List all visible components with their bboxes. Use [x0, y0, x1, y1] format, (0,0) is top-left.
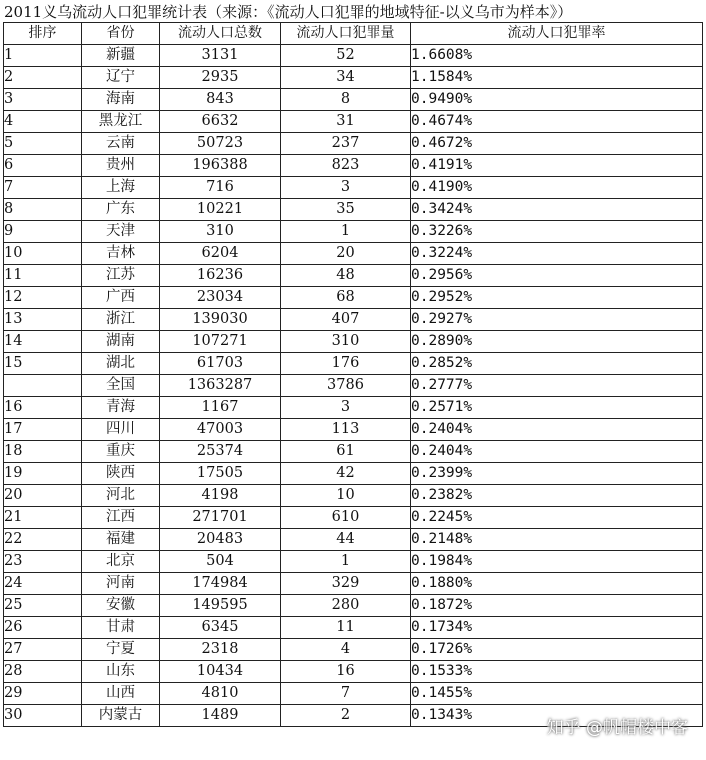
cell-rate: 0.4191% [411, 155, 703, 177]
cell-rate: 0.9490% [411, 89, 703, 111]
table-row [4, 661, 703, 683]
cell-rate: 0.2952% [411, 287, 703, 309]
table-row [4, 177, 703, 199]
cell-province: 安徽 [82, 595, 160, 617]
cell-total: 843 [160, 89, 281, 111]
cell-rate: 0.1880% [411, 573, 703, 595]
table-row [4, 265, 703, 287]
table-row [4, 375, 703, 397]
cell-rate: 0.2890% [411, 331, 703, 353]
cell-total: 4198 [160, 485, 281, 507]
cell-rank: 23 [4, 551, 82, 573]
cell-rate: 0.2245% [411, 507, 703, 529]
table-row [4, 309, 703, 331]
table-row [4, 243, 703, 265]
cell-total: 2318 [160, 639, 281, 661]
cell-total: 6632 [160, 111, 281, 133]
cell-total: 3131 [160, 45, 281, 67]
cell-rank: 8 [4, 199, 82, 221]
cell-rank: 30 [4, 705, 82, 727]
cell-province: 贵州 [82, 155, 160, 177]
cell-rate: 0.1726% [411, 639, 703, 661]
cell-rank: 20 [4, 485, 82, 507]
cell-rank: 19 [4, 463, 82, 485]
table-row [4, 507, 703, 529]
cell-province: 江西 [82, 507, 160, 529]
cell-total: 504 [160, 551, 281, 573]
cell-crimes: 16 [281, 661, 411, 683]
cell-rate: 0.4672% [411, 133, 703, 155]
cell-crimes: 11 [281, 617, 411, 639]
cell-total: 61703 [160, 353, 281, 375]
cell-crimes: 68 [281, 287, 411, 309]
cell-province: 江苏 [82, 265, 160, 287]
cell-province: 广西 [82, 287, 160, 309]
cell-rate: 1.1584% [411, 67, 703, 89]
cell-total: 1363287 [160, 375, 281, 397]
cell-province: 湖南 [82, 331, 160, 353]
cell-province: 黑龙江 [82, 111, 160, 133]
cell-rank: 18 [4, 441, 82, 463]
cell-crimes: 52 [281, 45, 411, 67]
cell-crimes: 2 [281, 705, 411, 727]
cell-province: 四川 [82, 419, 160, 441]
cell-province: 北京 [82, 551, 160, 573]
cell-total: 196388 [160, 155, 281, 177]
cell-rate: 0.2404% [411, 441, 703, 463]
cell-rate: 0.1984% [411, 551, 703, 573]
cell-province: 河南 [82, 573, 160, 595]
cell-province: 宁夏 [82, 639, 160, 661]
cell-rank: 16 [4, 397, 82, 419]
cell-crimes: 3 [281, 177, 411, 199]
header-rank: 排序 [4, 23, 82, 45]
cell-rank: 29 [4, 683, 82, 705]
cell-rank: 21 [4, 507, 82, 529]
table-row [4, 617, 703, 639]
table-row [4, 551, 703, 573]
cell-rate: 0.2927% [411, 309, 703, 331]
table-row [4, 463, 703, 485]
cell-crimes: 237 [281, 133, 411, 155]
header-crimes: 流动人口犯罪量 [281, 23, 411, 45]
cell-crimes: 280 [281, 595, 411, 617]
cell-rank: 28 [4, 661, 82, 683]
table-row [4, 45, 703, 67]
table-row [4, 133, 703, 155]
cell-province: 辽宁 [82, 67, 160, 89]
cell-province: 山西 [82, 683, 160, 705]
cell-crimes: 7 [281, 683, 411, 705]
table-row [4, 441, 703, 463]
cell-crimes: 35 [281, 199, 411, 221]
cell-province: 云南 [82, 133, 160, 155]
cell-total: 20483 [160, 529, 281, 551]
table-row [4, 331, 703, 353]
cell-total: 174984 [160, 573, 281, 595]
table-row [4, 529, 703, 551]
table-body [4, 45, 703, 727]
table-row [4, 221, 703, 243]
cell-rank: 26 [4, 617, 82, 639]
cell-total: 10434 [160, 661, 281, 683]
cell-rate: 0.4674% [411, 111, 703, 133]
cell-total: 6345 [160, 617, 281, 639]
header-total: 流动人口总数 [160, 23, 281, 45]
cell-rate: 0.2777% [411, 375, 703, 397]
cell-crimes: 34 [281, 67, 411, 89]
cell-rank: 7 [4, 177, 82, 199]
cell-rank: 24 [4, 573, 82, 595]
table-row [4, 397, 703, 419]
cell-crimes: 1 [281, 551, 411, 573]
cell-province: 上海 [82, 177, 160, 199]
cell-province: 全国 [82, 375, 160, 397]
cell-province: 内蒙古 [82, 705, 160, 727]
cell-crimes: 3786 [281, 375, 411, 397]
cell-total: 6204 [160, 243, 281, 265]
cell-rate: 0.2956% [411, 265, 703, 287]
cell-total: 716 [160, 177, 281, 199]
table-row [4, 573, 703, 595]
cell-province: 吉林 [82, 243, 160, 265]
cell-province: 陕西 [82, 463, 160, 485]
cell-province: 河北 [82, 485, 160, 507]
cell-total: 17505 [160, 463, 281, 485]
cell-total: 107271 [160, 331, 281, 353]
cell-rate: 0.4190% [411, 177, 703, 199]
cell-rate: 0.3424% [411, 199, 703, 221]
cell-rank: 13 [4, 309, 82, 331]
cell-rank: 25 [4, 595, 82, 617]
table-row [4, 287, 703, 309]
cell-crimes: 3 [281, 397, 411, 419]
cell-rate: 0.2404% [411, 419, 703, 441]
cell-rate: 0.1734% [411, 617, 703, 639]
cell-total: 25374 [160, 441, 281, 463]
crime-stats-table [3, 22, 703, 727]
cell-rank [4, 375, 82, 397]
cell-total: 4810 [160, 683, 281, 705]
cell-rank: 3 [4, 89, 82, 111]
table-row [4, 683, 703, 705]
cell-rank: 17 [4, 419, 82, 441]
cell-total: 139030 [160, 309, 281, 331]
cell-rate: 0.2399% [411, 463, 703, 485]
header-province: 省份 [82, 23, 160, 45]
cell-rank: 9 [4, 221, 82, 243]
cell-province: 青海 [82, 397, 160, 419]
cell-crimes: 44 [281, 529, 411, 551]
watermark: 知乎 @帆帽楼中客 [546, 718, 688, 738]
cell-crimes: 1 [281, 221, 411, 243]
cell-rate: 0.3226% [411, 221, 703, 243]
cell-crimes: 61 [281, 441, 411, 463]
cell-province: 湖北 [82, 353, 160, 375]
table-row [4, 639, 703, 661]
cell-total: 23034 [160, 287, 281, 309]
cell-rank: 27 [4, 639, 82, 661]
cell-crimes: 31 [281, 111, 411, 133]
cell-total: 1167 [160, 397, 281, 419]
cell-crimes: 8 [281, 89, 411, 111]
cell-rank: 14 [4, 331, 82, 353]
cell-province: 浙江 [82, 309, 160, 331]
cell-province: 广东 [82, 199, 160, 221]
table-row [4, 485, 703, 507]
cell-rank: 2 [4, 67, 82, 89]
cell-province: 天津 [82, 221, 160, 243]
cell-rank: 4 [4, 111, 82, 133]
table-row [4, 419, 703, 441]
cell-crimes: 310 [281, 331, 411, 353]
cell-crimes: 176 [281, 353, 411, 375]
cell-rate: 0.1455% [411, 683, 703, 705]
cell-crimes: 407 [281, 309, 411, 331]
cell-total: 1489 [160, 705, 281, 727]
table-row [4, 199, 703, 221]
cell-total: 2935 [160, 67, 281, 89]
cell-rank: 15 [4, 353, 82, 375]
table-row [4, 155, 703, 177]
cell-rate: 1.6608% [411, 45, 703, 67]
cell-rank: 10 [4, 243, 82, 265]
cell-total: 50723 [160, 133, 281, 155]
cell-crimes: 42 [281, 463, 411, 485]
table-title: 2011义乌流动人口犯罪统计表（来源：《流动人口犯罪的地域特征-以义乌市为样本》） [4, 3, 573, 21]
table-row [4, 111, 703, 133]
cell-crimes: 610 [281, 507, 411, 529]
cell-crimes: 10 [281, 485, 411, 507]
cell-province: 福建 [82, 529, 160, 551]
cell-province: 山东 [82, 661, 160, 683]
cell-province: 甘肃 [82, 617, 160, 639]
cell-rank: 12 [4, 287, 82, 309]
table-row [4, 89, 703, 111]
cell-total: 310 [160, 221, 281, 243]
cell-rank: 5 [4, 133, 82, 155]
cell-province: 重庆 [82, 441, 160, 463]
cell-crimes: 48 [281, 265, 411, 287]
table-row [4, 67, 703, 89]
cell-crimes: 329 [281, 573, 411, 595]
cell-rate: 0.3224% [411, 243, 703, 265]
cell-rate: 0.1343% [411, 705, 703, 727]
cell-province: 海南 [82, 89, 160, 111]
cell-crimes: 4 [281, 639, 411, 661]
cell-rate: 0.2148% [411, 529, 703, 551]
header-rate: 流动人口犯罪率 [411, 23, 703, 45]
cell-crimes: 20 [281, 243, 411, 265]
cell-rank: 11 [4, 265, 82, 287]
cell-province: 新疆 [82, 45, 160, 67]
cell-crimes: 823 [281, 155, 411, 177]
cell-rank: 22 [4, 529, 82, 551]
cell-crimes: 113 [281, 419, 411, 441]
cell-rate: 0.1872% [411, 595, 703, 617]
header-row [4, 23, 703, 45]
cell-rank: 6 [4, 155, 82, 177]
cell-rank: 1 [4, 45, 82, 67]
cell-total: 10221 [160, 199, 281, 221]
cell-total: 47003 [160, 419, 281, 441]
table-row [4, 595, 703, 617]
cell-rate: 0.2571% [411, 397, 703, 419]
cell-rate: 0.1533% [411, 661, 703, 683]
cell-total: 149595 [160, 595, 281, 617]
cell-total: 16236 [160, 265, 281, 287]
table-row [4, 353, 703, 375]
cell-rate: 0.2852% [411, 353, 703, 375]
cell-rate: 0.2382% [411, 485, 703, 507]
cell-total: 271701 [160, 507, 281, 529]
